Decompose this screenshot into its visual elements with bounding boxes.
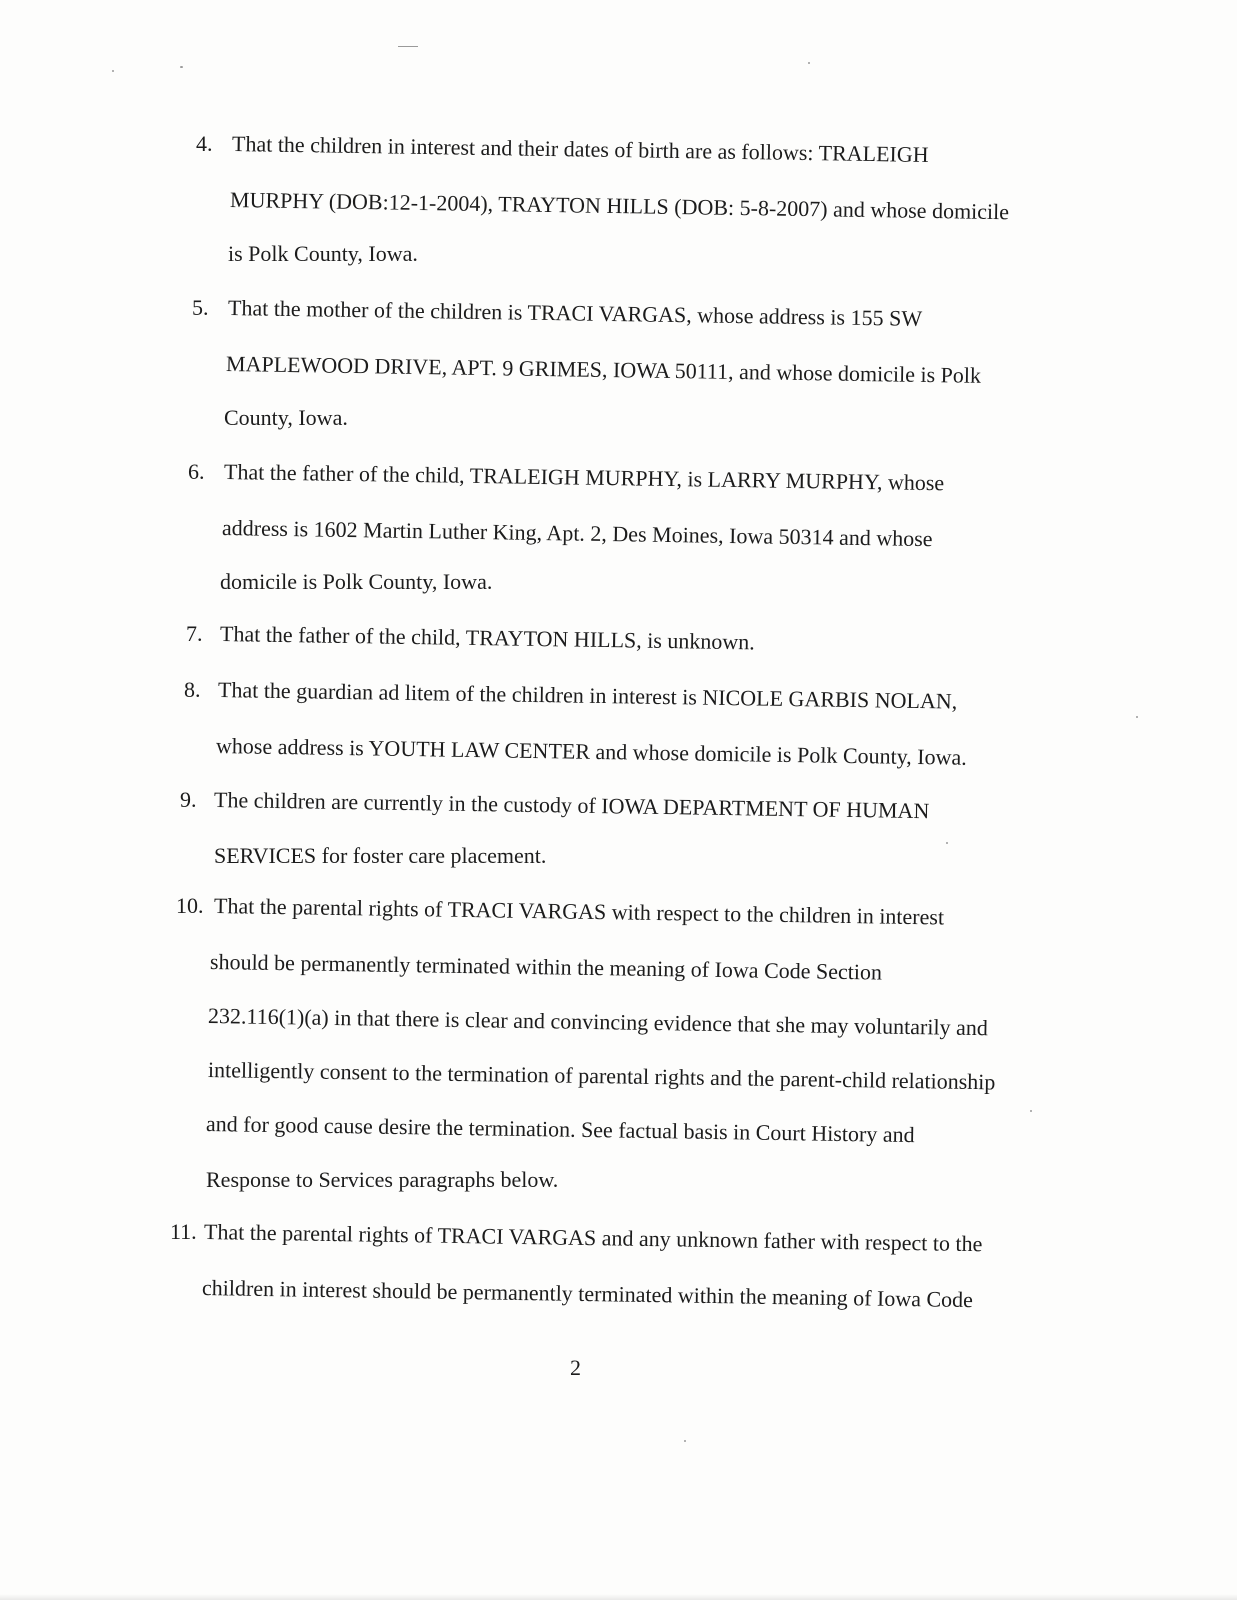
paragraph-line: should be permanently terminated within the meaning of Iowa Code Section — [209, 949, 883, 985]
paragraph-line: That the parental rights of TRACI VARGAS with respect to the children in interest — [213, 893, 945, 930]
paragraph-line: and for good cause desire the termination. See factual basis in Court History and — [205, 1111, 915, 1148]
paragraph-line: That the guardian ad litem of the children in interest is NICOLE GARBIS NOLAN, — [217, 677, 958, 714]
paragraph-line: County, Iowa. — [224, 405, 348, 430]
paragraph-line: 232.116(1)(a) in that there is clear and convincing evidence that she may voluntarily and — [207, 1003, 989, 1041]
scan-speck — [1136, 716, 1138, 718]
paragraph-line: MURPHY (DOB:12-1-2004), TRAYTON HILLS (DOB: 5-8-2007) and whose domicile — [229, 187, 1010, 225]
paragraph-number: 10. — [176, 893, 204, 918]
paragraph-number: 8. — [184, 677, 201, 702]
paragraph-number: 9. — [180, 787, 197, 812]
paragraph-number: 11. — [170, 1219, 197, 1244]
paragraph-line: SERVICES for foster care placement. — [214, 843, 547, 868]
paragraph-number: 7. — [186, 621, 203, 646]
scan-edge-shadow — [0, 1594, 1237, 1600]
paragraph-number: 6. — [188, 459, 205, 484]
scan-speck — [180, 66, 183, 68]
paragraph-line: The children are currently in the custody of IOWA DEPARTMENT OF HUMAN — [213, 787, 930, 824]
scan-speck — [1030, 1110, 1032, 1112]
paragraph-line: children in interest should be permanently terminated within the meaning of Iowa Code — [201, 1275, 974, 1313]
paragraph-line: That the mother of the children is TRACI VARGAS, whose address is 155 SW — [227, 295, 923, 331]
page-number: 2 — [570, 1355, 581, 1380]
paragraph-line: That the children in interest and their dates of birth are as follows: TRALEIGH — [231, 131, 929, 167]
paragraph-line: is Polk County, Iowa. — [228, 241, 418, 266]
paragraph-number: 5. — [192, 295, 209, 320]
paragraph-line: That the father of the child, TRAYTON HILLS, is unknown. — [219, 621, 755, 655]
paragraph-line: Response to Services paragraphs below. — [206, 1167, 559, 1192]
paragraph-line: domicile is Polk County, Iowa. — [220, 569, 493, 594]
scan-speck — [946, 842, 948, 844]
paragraph-line: address is 1602 Martin Luther King, Apt. 2, Des Moines, Iowa 50314 and whose — [221, 515, 933, 552]
paragraph-line: whose address is YOUTH LAW CENTER and whose domicile is Polk County, Iowa. — [215, 733, 967, 770]
scan-speck — [808, 62, 810, 64]
paragraph-line: MAPLEWOOD DRIVE, APT. 9 GRIMES, IOWA 50111, and whose domicile is Polk — [225, 351, 982, 388]
paragraph-number: 4. — [196, 131, 213, 156]
scan-speck — [112, 70, 114, 72]
paragraph-line: That the parental rights of TRACI VARGAS and any unknown father with respect to the — [203, 1219, 983, 1257]
paragraph-line: That the father of the child, TRALEIGH MURPHY, is LARRY MURPHY, whose — [223, 459, 945, 496]
scan-speck — [398, 46, 418, 47]
paragraph-line: intelligently consent to the termination of parental rights and the parent-child relationship — [207, 1057, 996, 1095]
scan-speck — [684, 1440, 686, 1442]
